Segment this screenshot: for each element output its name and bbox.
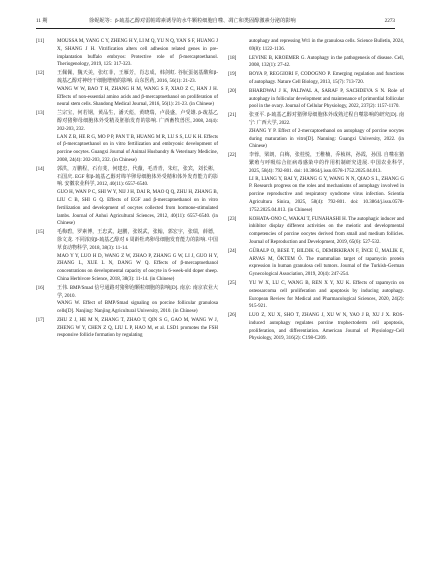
reference-text: 郭洪，万鹏程，石有斐，何建忠，代薇，毛青青，朱红，张宾，刘长彬，石国庆. EGF 和β-巯基乙醇对绵羊卵母细胞体外受精和体外发育能力的影响. 安徽农业科学, 2012, 40(11): 6557-6540. xyxy=(57,166,218,188)
reference-text: WANG W W, BAO T H, ZHANG H M, WANG S F, XIAO Z C, HAN J H. Effects of non-essential amino acids and β-mercaptoethanol on proliferation of neural stem cells. Shandong Medical Journal, 2016, 56(1): 21-23. (in Chinese) xyxy=(57,86,218,108)
reference-entry xyxy=(228,55,404,71)
reference-number: [20] xyxy=(228,88,237,94)
running-title: 徐妮妮等：β-巯基乙醇对雷帕霉素诱导的水牛颗粒细胞自噬、凋亡和类固醇激素分泌的影响 xyxy=(89,18,296,24)
reference-number: [19] xyxy=(228,72,237,78)
reference-entry xyxy=(36,285,218,316)
reference-text: ZHU Z J, HE M N, ZHANG T, ZHAO T, QIN S G, GAO M, WANG W J, ZHENG W Y, CHEN Z Q, LIU L P, HAO M, et al. LSD1 promotes the FSH responsive follicle formation by regulating xyxy=(57,317,218,339)
reference-text: BHARDWAJ J K, PALIWAL A, SARAF P, SACHDEVA S N. Role of autophagy in follicular development and maintenance of primordial follicular pool in the ovary. Journal of Cellular Physiology, 2022, 237(2): 1157-1170. xyxy=(249,88,404,110)
reference-number: [23] xyxy=(228,216,237,222)
reference-number: [15] xyxy=(36,230,45,236)
reference-text: KOHATA-ONO C, WAKAI T, FUNAHASHI H. The autophagic inducer and inhibitor display different activities on the meiotic and developmental competencies of porcine oocytes derived from small and medium follicles. Journal of Reproduction and Development, 2019, 65(6): 527-532. xyxy=(249,216,404,245)
reference-entry xyxy=(228,71,404,87)
reference-entry xyxy=(36,317,218,340)
reference-text: GÜRALP O, BESE T, BILDIK G, DEMIRKIRAN F, İNCE Ü, MALIK E, ARVAS M, ÖKTEM Ö. The mammalian target of rapamycin protein expression in human granulosa cell tumors. Journal of the Turkish-German Gynecological Association, 2019, 20(4): 247-254. xyxy=(249,248,404,278)
reference-text: WANG W. Effect of BMP/Smad signaling on porcine follicular granulosa cells[D]. Nanjing: Nanjing Agricultural University, 2010. (in Chinese) xyxy=(57,301,218,315)
reference-text: 李蓉，梁朗，白梅，张桂悦，王稚楠，乔桢林，孙霞，孙国. 自噬在猪繁殖与呼吸综合征病毒感染中的作用机制研究进展. 中国农业科学, 2025, 58(4): 792-801. doi: 10.3864/j.issn.0578-1752.2025.04.013. xyxy=(249,153,404,174)
reference-column-right xyxy=(228,38,404,344)
reference-number: [14] xyxy=(36,166,45,172)
reference-number: [25] xyxy=(228,280,237,286)
reference-text: 张亚平. β-巯基乙醇对猪卵母细胞体外成熟过程自噬影响的研究[D]. 南宁: 广西大学, 2022. xyxy=(249,113,404,126)
reference-entry xyxy=(36,166,218,228)
reference-entry xyxy=(228,88,404,111)
reference-text: YU W X, LU C, WANG B, REN X Y, XU K. Effects of rapamycin on osteosarcoma cell proliferation and apoptosis by inducing autophagy. European Review for Medical and Pharmacological Sciences, 2020, 24(2): 915-921. xyxy=(249,280,404,310)
reference-text: LUO Z, XU X, SHO T, ZHANG J, XU W N, YAO J B, XU J X. ROS-induced autophagy regulates porcine trophectoderm cell apoptosis, proliferation, and differentiation. American Journal of Physiology-Cell Physiology, 2019, 316(2): C198-C209. xyxy=(249,313,404,342)
reference-entry xyxy=(36,38,218,69)
reference-text: BOYA P, REGGIORI F, CODOGNO P. Emerging regulation and functions of autophagy. Nature Cell Biology, 2013, 15(7): 713-720. xyxy=(249,72,404,85)
reference-text: 毛梅碧，罗素博，王忠武，赵鹏，张锐武，张翰，郭宏宇，张瑞，薛德，徐文龙. 不同浓度β-巯基乙醇对 6 周龄牡鸡卵母细胞发育能力的影响. 中国草食动物科学, 2018, 38(3): 11-14. xyxy=(57,230,218,251)
reference-number: [12] xyxy=(36,71,45,77)
reference-entry xyxy=(228,216,404,247)
reference-text: ZHANG Y P. Effect of 2-mercaptoethanol on autophagy of porcine oocytes during maturation in vitro[D]. Nanning: Guangxi University, 2022. (in Chinese) xyxy=(249,128,404,150)
reference-entry xyxy=(228,248,404,279)
reference-entry xyxy=(36,229,218,284)
reference-entry xyxy=(36,110,218,165)
reference-number: [22] xyxy=(228,153,237,159)
reference-number: [26] xyxy=(228,313,237,319)
reference-number: [16] xyxy=(36,285,45,291)
issue-number: 11 期 xyxy=(36,18,48,24)
reference-number: [24] xyxy=(228,248,237,254)
page-number: 2273 xyxy=(384,18,395,24)
reference-text: LI R, LIANG Y, BAI Y, ZHANG G Y, WANG N N, QIAO S L, ZHANG G P. Research progress on the roles and mechanisms of autophagy involved in porcine reproductive and respiratory syndrome virus infection. Scientia Agricultura Sinica, 2025, 58(4): 792-801. doi: 10.3864/j.issn.0578-1752.2025.04.013. (in Chinese) xyxy=(249,176,404,213)
reference-entry xyxy=(228,280,404,311)
header-rule xyxy=(36,28,395,29)
reference-number: [21] xyxy=(228,113,237,119)
reference-text: LAN Z B, HE R G, MO P P, PAN T B, HUANG M R, LU S S, LU K H. Effects of β-mercaptoethanol on in vitro fertilization and embryonic development of porcine oocytes. Guangxi Journal of Animal Husbandry & Veterinary Medicine, 2008, 24(4): 202-203, 232. (in Chinese) xyxy=(57,134,218,163)
reference-text: 兰宗宝，何若钢，黄品生，潘天彪，黄晓瑞，卢晨盛，卢受雄. β-巯基乙醇对猪卵母细胞体外受精及胚胎发育的影响. 广西畜牧兽医, 2008, 24(4): 202-203, 232. xyxy=(57,111,218,132)
reference-column-left xyxy=(36,38,218,341)
reference-entry xyxy=(228,152,404,214)
reference-text: 王佩佩，魏天美，张红菲，王雁芳，肖志成，韩剑虹. 谷朊蛋氨基酸和β-巯基乙醇对神经干细胞增殖的影响. 山东医药, 2016, 56(1): 21-23. xyxy=(57,71,218,84)
reference-text: MOUSSA M, YANG C Y, ZHENG H Y, LI M Q, YU N Q, YAN S F, HUANG J X, SHANG J H. Vitrification alters cell adhesion related genes in pre-implantation buffalo embryos: Protective role of β-mercaptoethanol. Theriogenology, 2019, 125: 317-323. xyxy=(57,39,218,68)
reference-number: [18] xyxy=(228,55,237,61)
reference-text: 王伟. BMP/Smad 信号通路对猪卵泡颗粒细胞的影响[D]. 南京: 南京农业大学, 2010. xyxy=(57,285,218,299)
reference-number: [17] xyxy=(36,317,45,323)
reference-text: MAO Y Y, LUO H D, WANG Z W, ZHAO P, ZHANG G W, LI J, GUO H Y, ZHANG L, XUE L N, DANG W Q. Effects of β-mercaptoethanol concentrations on developmental capacity of oocyte in 6-week-old doper sheep. China Herbivore Science, 2018, 38(3): 11-14. (in Chinese) xyxy=(57,253,218,282)
reference-entry xyxy=(228,112,404,151)
reference-entry xyxy=(228,312,404,343)
reference-text: GUO H, WAN P C, SHI W Y, NIJ J H, DAI R, MAO Q Q, ZHU H, ZHANG B, LIU C B, SHI G Q. Effects of EGF and β-mercaptoethanol on in vitro fertilization and development of oocytes collected from hormone-stimulated lambs. Journal of Anhui Agricultural Sciences, 2012, 40(11): 6557-6540. (in Chinese) xyxy=(57,190,218,227)
reference-entry xyxy=(228,38,404,54)
reference-number: [11] xyxy=(36,39,45,44)
reference-text: LEVINE B, KROEMER G. Autophagy in the pathogenesis of disease. Cell, 2008, 132(1): 27-42. xyxy=(249,55,404,69)
reference-number: [13] xyxy=(36,111,45,117)
reference-entry xyxy=(36,70,218,109)
reference-text: autophagy and repressing Wt1 in the granulosa cells. Science Bulletin, 2024, 69(8): 1122-1136. xyxy=(249,39,404,52)
